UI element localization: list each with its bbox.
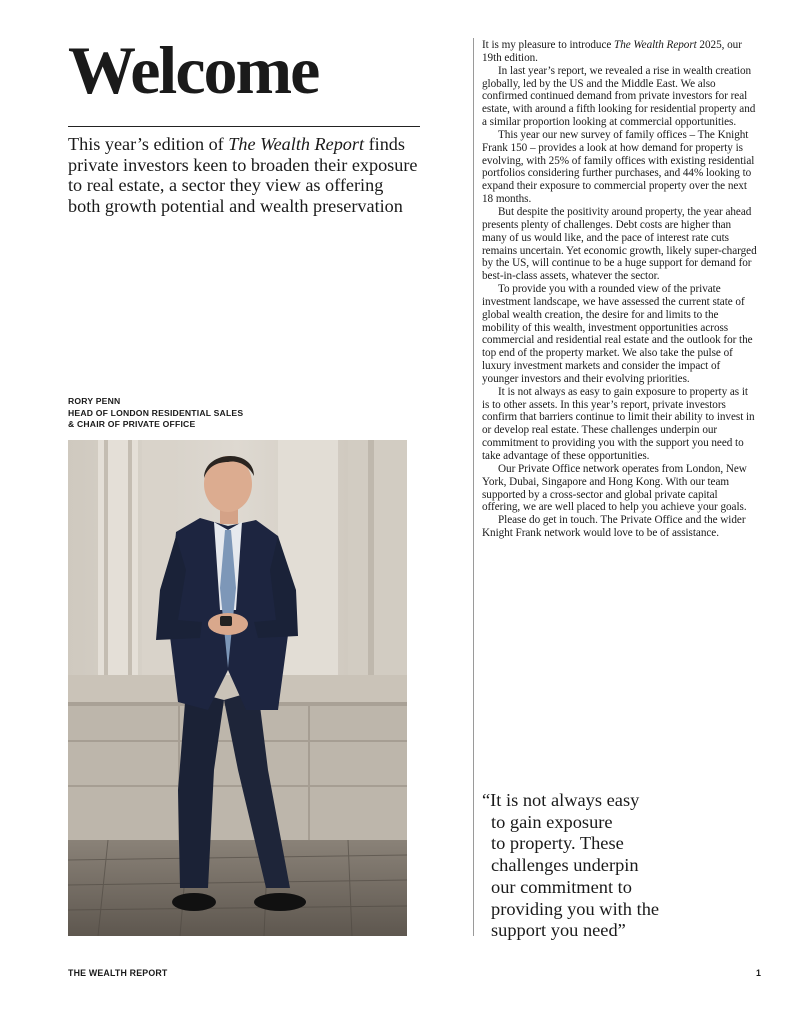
pull-quote-line: support you need” <box>491 920 626 941</box>
author-byline <box>68 396 243 431</box>
footer-publication: THE WEALTH REPORT <box>68 968 168 978</box>
body-paragraph: Please do get in touch. The Private Office and the wider Knight Frank network would love to be of assistance. <box>482 514 746 540</box>
body-paragraph: It is not always as easy to gain exposure to property as it is to other assets. In this year’s report, private investors confirm that barriers continue to limit their ability to invest in or develop real estate. These challenges underpin our commitment to providing you with the support you need to take advantage of these opportunities. <box>482 385 755 462</box>
author-role-line2: & CHAIR OF PRIVATE OFFICE <box>68 419 196 429</box>
title-divider <box>68 126 420 127</box>
pull-quote-line: providing you with the <box>491 898 660 919</box>
page-number: 1 <box>756 968 761 978</box>
pull-quote-line: challenges underpin <box>491 855 639 876</box>
body-paragraph <box>482 39 758 65</box>
column-divider <box>473 38 474 936</box>
intro-before: This year’s edition of <box>68 134 229 154</box>
body-paragraph: Our Private Office network operates from London, New York, Dubai, Singapore and Hong Kong. With our team supported by a cross-sector and global private capital offering, we are well placed to help you achieve your goals. <box>482 462 747 514</box>
intro-publication: The Wealth Report <box>228 134 365 154</box>
body-paragraph: In last year’s report, we revealed a rise in wealth creation globally, led by the US and the Middle East. We also confirmed continued demand from private investors for real estate, with around a fifth looking for residential property and a similar proportion looking at commercial opportunities. <box>482 64 756 129</box>
author-photo <box>68 440 407 936</box>
p1-publication: The Wealth Report <box>614 39 697 51</box>
page-title: Welcome <box>68 32 319 108</box>
intro-after: finds private investors keen to broaden their exposure to real estate, a sector they view as offering both growth potential and wealth preservation <box>68 134 418 216</box>
pull-quote <box>482 790 712 942</box>
body-paragraph: But despite the positivity around property, the year ahead presents plenty of challenges. Debt costs are higher than many of us would like, and the pace of interest rate cuts remains uncertain. Yet economic growth, likely super-charged by the US, will continue to be a huge support for demand for best-in-class assets, whatever the sector. <box>482 205 757 283</box>
author-name: RORY PENN <box>68 396 121 406</box>
body-paragraph: This year our new survey of family offices – The Knight Frank 150 – provides a look at how demand for property is evolving, with 25% of family offices with existing residential portfolios considering further purchases, and 44% looking to expand their exposure to commercial property over the next 18 months. <box>482 128 755 206</box>
body-text <box>482 39 758 540</box>
author-role-line1: HEAD OF LONDON RESIDENTIAL SALES <box>68 407 244 418</box>
pull-quote-line: “It is not always easy <box>482 790 640 810</box>
intro-text <box>68 134 420 216</box>
p1-after: 2025, our 19th edition. <box>482 39 742 64</box>
body-paragraph: To provide you with a rounded view of the private investment landscape, we have assessed the current state of global wealth creation, the desire for and limits to the mobility of this wealth, investment opportunities across commercial and residential real estate and the outlook for the top end of the property market. We also take the pulse of luxury investment markets and consider the impact of younger investors and their evolving priorities. <box>482 283 753 385</box>
p1-before: It is my pleasure to introduce <box>482 39 615 51</box>
pull-quote-line: to property. These <box>491 833 624 854</box>
pull-quote-line: our commitment to <box>491 876 632 897</box>
pull-quote-line: to gain exposure <box>491 811 613 832</box>
